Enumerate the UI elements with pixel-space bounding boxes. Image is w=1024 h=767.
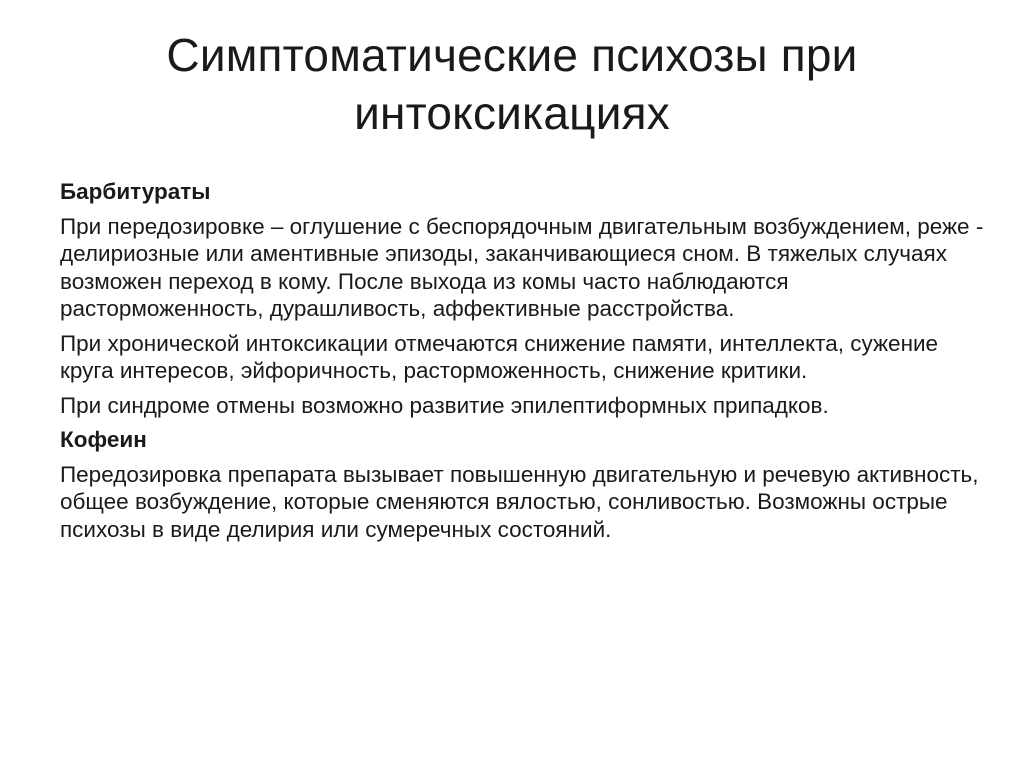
section-heading-caffeine: Кофеин — [60, 427, 147, 452]
slide-title-line-2: интоксикациях — [354, 87, 670, 139]
slide-title — [60, 26, 964, 142]
slide-body — [60, 178, 990, 550]
section-heading-barbiturates: Барбитураты — [60, 179, 211, 204]
paragraph-withdrawal: При синдроме отмены возможно развитие эпилептиформных припадков. — [60, 392, 829, 418]
paragraph-overdose: При передозировке – оглушение с беспорядочным двигательным возбуждением, реже - делириозные или аментивные эпизоды, заканчивающиеся сном. В тяжелых случаях возможен переход в кому. После выхода из комы часто наблюдаются расторможенность, дурашливость, аффективные расстройства. — [60, 213, 984, 321]
slide-title-line-1: Симптоматические психозы при — [166, 29, 858, 81]
paragraph-chronic-intoxication: При хронической интоксикации отмечаются снижение памяти, интеллекта, сужение круга интересов, эйфоричность, расторможенность, снижение критики. — [60, 330, 939, 383]
paragraph-caffeine-overdose: Передозировка препарата вызывает повышенную двигательную и речевую активность, общее возбуждение, которые сменяются вялостью, сонливостью. Возможны острые психозы в виде делирия или сумеречных состояний. — [60, 461, 979, 542]
